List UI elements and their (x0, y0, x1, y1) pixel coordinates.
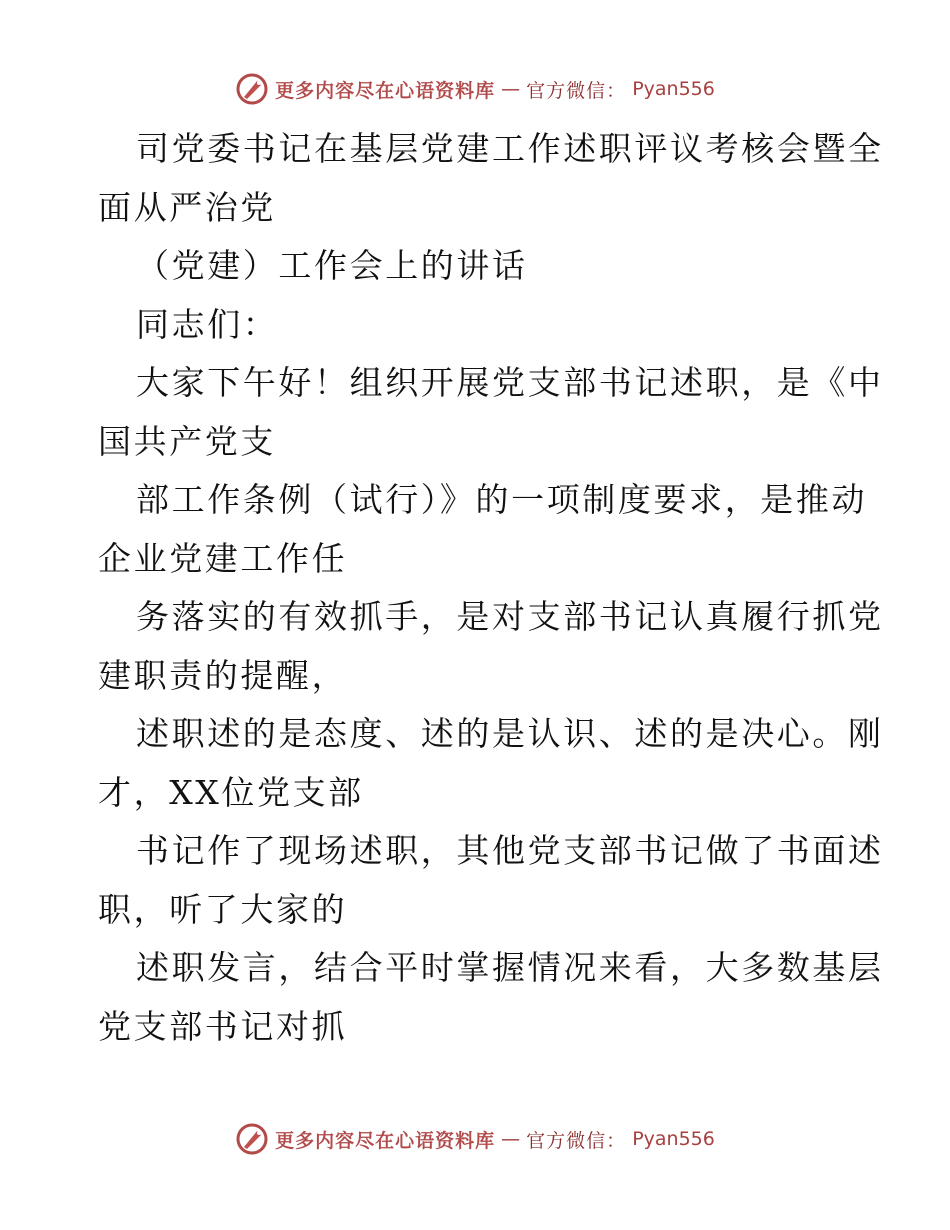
line-first: 大家下午好！组织开展党支部书记述职，是《中 (136, 363, 884, 402)
paragraph-body (98, 822, 884, 939)
line-first: （党建）工作会上的讲话 (136, 246, 528, 285)
line-first: 部工作条例（试行）》的一项制度要求，是推动 (136, 480, 868, 519)
line-rest: 党支部书记对抓 (98, 1006, 348, 1046)
watermark-wechat-label: 官方微信： (526, 79, 627, 102)
line-first: 述职发言，结合平时掌握情况来看，大多数基层 (136, 948, 884, 987)
line-first: 书记作了现场述职，其他党支部书记做了书面述 (136, 831, 884, 870)
pen-nib-logo-icon (235, 1122, 269, 1156)
pen-nib-logo-icon (235, 72, 269, 106)
paragraph-salutation (98, 296, 858, 355)
document-body (98, 120, 884, 1056)
line-rest: 企业党建工作任 (98, 538, 348, 578)
line-rest: 面从严治党 (98, 187, 276, 227)
watermark-wechat-id: Pyan556 (632, 78, 715, 100)
line-first: 同志们： (136, 304, 279, 344)
watermark-text: 更多内容尽在心语资料库 (275, 79, 496, 102)
line-rest: 建职责的提醒， (98, 655, 348, 695)
paragraph-body (98, 354, 884, 471)
watermark-text: 更多内容尽在心语资料库 (275, 1129, 496, 1152)
line-rest: 职，听了大家的 (98, 889, 348, 929)
watermark-separator: — (501, 78, 521, 100)
paragraph-title-2 (98, 237, 858, 296)
watermark-separator: — (501, 1128, 521, 1150)
line-rest: 国共产党支 (98, 421, 276, 461)
paragraph-body (98, 705, 884, 822)
watermark-wechat-id: Pyan556 (632, 1128, 715, 1150)
line-first: 司党委书记在基层党建工作述职评议考核会暨全 (136, 129, 884, 168)
paragraph-body (98, 471, 868, 588)
paragraph-title-1 (98, 120, 884, 237)
paragraph-body (98, 939, 884, 1056)
line-rest: 才，XX位党支部 (98, 772, 364, 812)
header-watermark (0, 72, 950, 106)
line-first: 务落实的有效抓手，是对支部书记认真履行抓党 (136, 597, 884, 636)
watermark-wechat-label: 官方微信： (526, 1129, 627, 1152)
footer-watermark (0, 1122, 950, 1156)
line-first: 述职述的是态度、述的是认识、述的是决心。刚 (136, 714, 884, 753)
paragraph-body (98, 588, 884, 705)
